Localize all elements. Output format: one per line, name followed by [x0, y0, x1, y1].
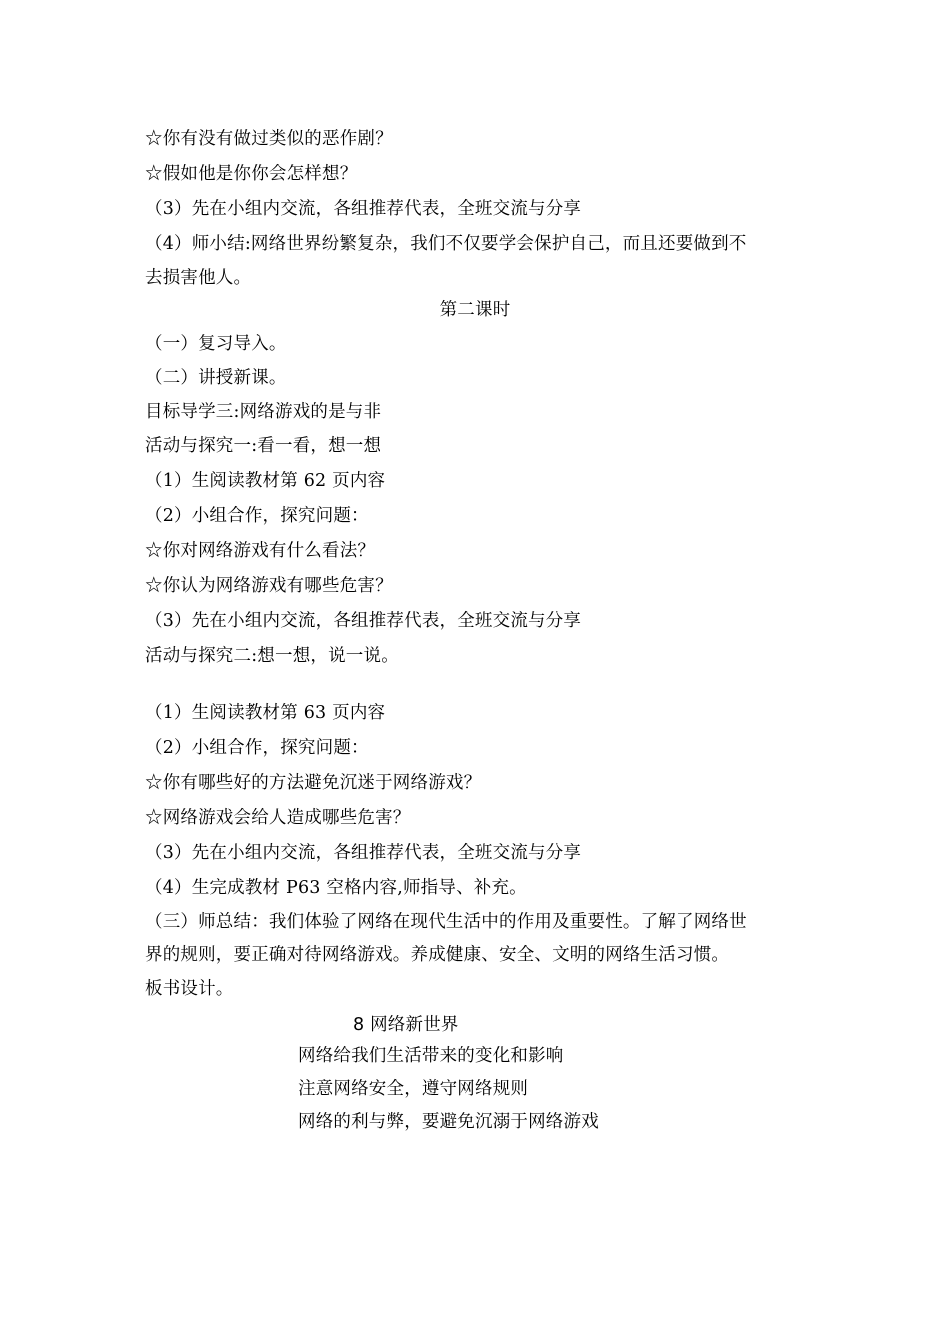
- summary-line: （三）师总结：我们体验了网络在现代生活中的作用及重要性。了解了网络世: [145, 912, 747, 932]
- text-line: （1）生阅读教材第 63 页内容: [145, 703, 386, 723]
- text-line: （1）生阅读教材第 62 页内容: [145, 471, 386, 491]
- text-line: （3）先在小组内交流，各组推荐代表，全班交流与分享: [145, 843, 582, 863]
- section-heading: 第二课时: [439, 300, 511, 320]
- board-title: 8 网络新世界: [353, 1015, 459, 1035]
- text-line: ☆你有没有做过类似的恶作剧？: [145, 129, 393, 149]
- text-line: ☆假如他是你你会怎样想？: [145, 164, 358, 184]
- text-line: （2）小组合作，探究问题：: [145, 738, 369, 758]
- board-item: 网络的利与弊，要避免沉溺于网络游戏: [298, 1112, 599, 1132]
- text-line: ☆你有哪些好的方法避免沉迷于网络游戏？: [145, 773, 482, 793]
- text-line: （二）讲授新课。: [145, 368, 287, 388]
- text-line: 板书设计。: [145, 979, 234, 999]
- text-line: 活动与探究二:想一想，说一说。: [145, 646, 399, 666]
- board-item: 注意网络安全，遵守网络规则: [298, 1079, 529, 1099]
- text-line: （4）生完成教材 P63 空格内容,师指导、补充。: [145, 878, 527, 898]
- text-line: ☆你对网络游戏有什么看法？: [145, 541, 376, 561]
- text-line: ☆你认为网络游戏有哪些危害？: [145, 576, 393, 596]
- text-line: （一）复习导入。: [145, 334, 287, 354]
- text-line: （4）师小结:网络世界纷繁复杂，我们不仅要学会保护自己，而且还要做到不: [145, 234, 747, 254]
- text-line: （3）先在小组内交流，各组推荐代表，全班交流与分享: [145, 199, 582, 219]
- text-line: 去损害他人。: [145, 268, 252, 288]
- board-item: 网络给我们生活带来的变化和影响: [298, 1046, 564, 1066]
- text-line: ☆网络游戏会给人造成哪些危害？: [145, 808, 411, 828]
- summary-line: 界的规则，要正确对待网络游戏。养成健康、安全、文明的网络生活习惯。: [145, 945, 730, 965]
- text-line: 活动与探究一:看一看，想一想: [145, 436, 382, 456]
- text-line: 目标导学三:网络游戏的是与非: [145, 402, 382, 422]
- text-line: （3）先在小组内交流，各组推荐代表，全班交流与分享: [145, 611, 582, 631]
- text-line: （2）小组合作，探究问题：: [145, 506, 369, 526]
